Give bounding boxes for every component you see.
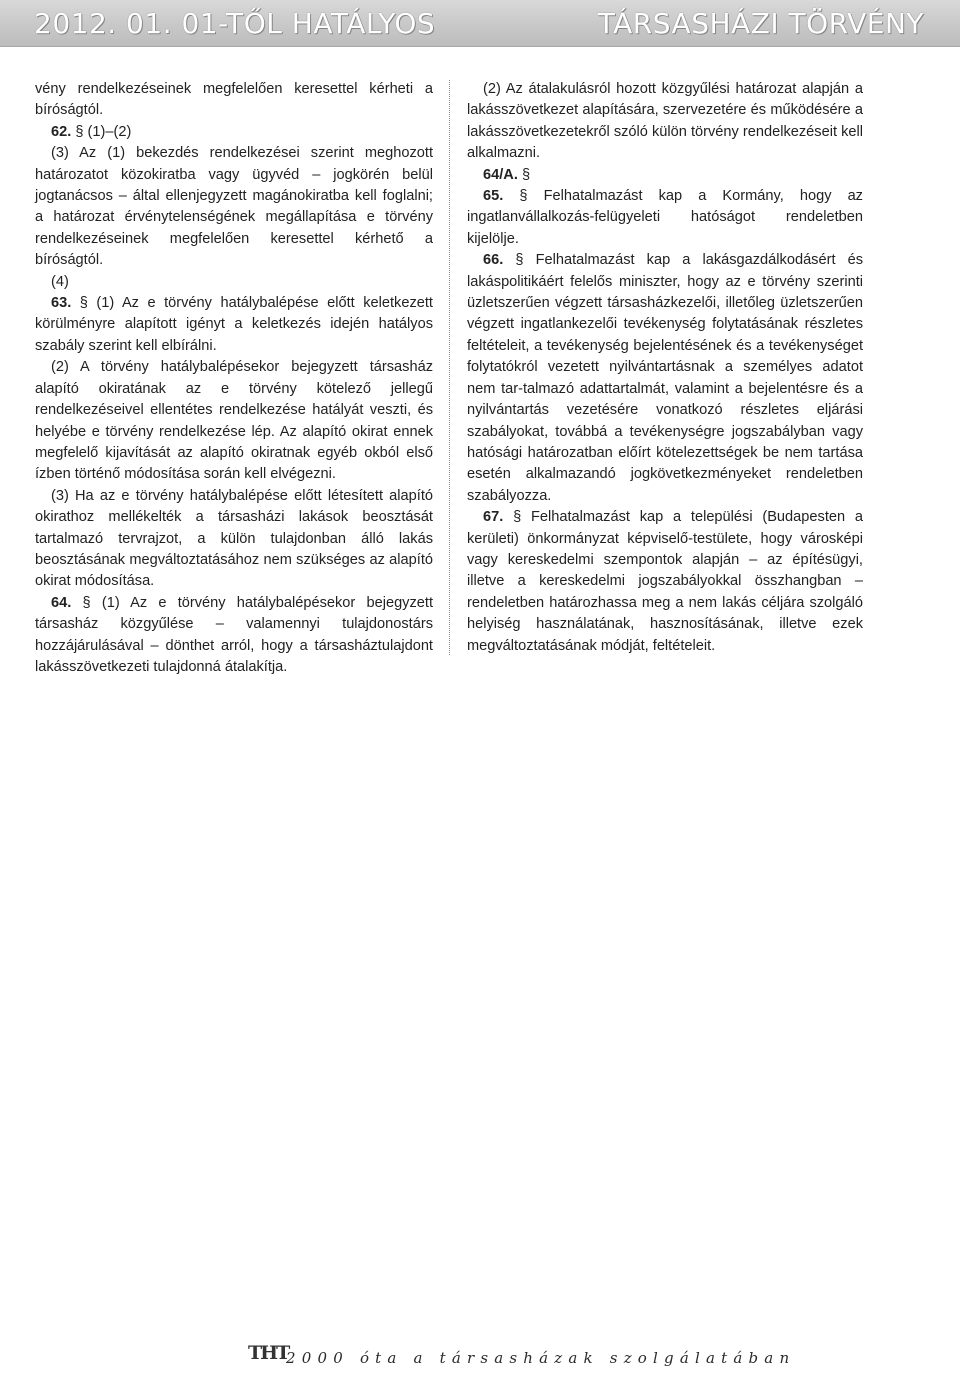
page-header [0, 0, 960, 47]
section-66 [467, 250, 863, 507]
section-67 [467, 507, 863, 657]
section-62 [35, 122, 433, 143]
section-64a [467, 165, 863, 186]
paragraph: (4) [51, 273, 69, 290]
footer-tagline: 2000 óta a társasházak szolgálatában [286, 1349, 796, 1367]
section-text: (1)–(2) [87, 123, 132, 140]
section-number: 65. [483, 188, 504, 205]
column-divider [449, 80, 450, 655]
section-symbol: § [75, 123, 84, 140]
section-number: 64/A. [483, 166, 518, 183]
tht-logo-text: THT [248, 1342, 289, 1364]
section-number: 63. [51, 295, 72, 312]
paragraph: (3) Az (1) bekezdés rendelkezései szerint meghozott határozatot közokiratba vagy ügyvéd – jogkörén belül jogtanácsos – által ellenjegyzett magánokiratba kell foglalni; a határozat érvénytelenségének megállapítása e törvény rendelkezéseinek megfelelően keresettel kérhető a bíróságtól. [35, 145, 433, 269]
section-text: (1) Az e törvény hatálybalépésekor bejegyzett társasház közgyűlése – valamennyi tulajdonostárs hozzájárulásával – dönthet arról, hogy a társasháztulajdont lakásszövetkezeti tulajdonná átalakítja. [35, 594, 434, 675]
section-symbol: § [513, 509, 522, 526]
header-right-title: TÁRSASHÁZI TÖRVÉNY [597, 7, 924, 40]
paragraph: (2) A törvény hatálybalépésekor bejegyzett társasház alapító okiratának az e törvény kötelező jellegű rendelkezéseivel ellentétes rendelkezése hatályát veszti, és helyébe e törvény rendelkezése lép. Az alapító okirat ennek megfelelő kijavítását az alapító okiratnak egyéb okból első ízben történő módosítása során kell elvégezni. [35, 359, 433, 483]
section-symbol: § [79, 295, 88, 312]
section-65 [467, 186, 863, 250]
right-column [467, 79, 863, 657]
section-64 [35, 593, 433, 679]
section-text: (1) Az e törvény hatálybalépése előtt keletkezett körülményre alapított igényt a keletkezés idején hatályos szabály szerint kell elbírálni. [35, 295, 433, 354]
paragraph: (2) Az átalakulásról hozott közgyűlési határozat alapján a lakásszövetkezet alapítására, szervezetére és működésére a lakásszövetkezetekről szóló külön törvény rendelkezéseit kell alkalmazni. [467, 81, 863, 162]
section-symbol: § [82, 594, 91, 611]
header-left-title: 2012. 01. 01-TŐL HATÁLYOS [34, 7, 436, 40]
paragraph: vény rendelkezéseinek megfelelően keresettel kérheti a bíróságtól. [35, 81, 433, 119]
section-text: Felhatalmazást kap a Kormány, hogy az ingatlanvállalkozás-felügyeleti hatóságot rendeletben kijelölje. [467, 188, 863, 247]
paragraph: (3) Ha az e törvény hatálybalépése előtt létesített alapító okirathoz mellékelték a társasházi lakások beosztását tartalmazó tervrajzot, a külön tulajdonban álló lakás beosztásának megváltoztatásához nem szükséges az alapító okirat módosítása. [35, 487, 433, 590]
section-number: 67. [483, 509, 504, 526]
section-text: Felhatalmazást kap a lakásgazdálkodásért és lakáspolitikáért felelős miniszter, hogy az e törvény szerinti üzletszerűen végzett társasházkezelői, illetőleg üzletszerűen végzett ingatlankezelői tevékenység folytatásának részletes feltételeit, a tevékenység bejelentésének és a tevékenységet folytatókról vezetett nyilvántartásnak a személyes adatot nem tar-talmazó adattartalmát, valamint a bejelentésre és a nyilvántartás vezetésére vonatkozó részletes eljárási szabályokat, továbbá a tevékenységre jogszabályban vagy hatósági határozatban előírt kötelezettségek be nem tartása esetén alkalmazandó jogkövetkezményeket rendeletben szabályozza. [467, 252, 864, 504]
tht-logo-icon [247, 1338, 289, 1364]
section-number: 66. [483, 252, 504, 269]
section-63 [35, 293, 433, 357]
section-symbol: § [519, 188, 528, 205]
section-number: 64. [51, 594, 72, 611]
section-number: 62. [51, 123, 72, 140]
section-text: Felhatalmazást kap a települési (Budapesten a kerületi) önkormányzat képviselő-testülete, hogy városképi vagy kereskedelmi szempontok alapján – az építésügyi, illetve a kereskedelmi jogszabályokkal összhangban – rendeletben határozhassa meg a nem lakás céljára szolgáló helyiség használatának, hasznosításának, illetve ezek megváltoztatásának módját, feltételeit. [467, 509, 863, 654]
left-column [35, 79, 433, 678]
section-symbol: § [515, 252, 524, 269]
section-symbol: § [521, 166, 531, 183]
